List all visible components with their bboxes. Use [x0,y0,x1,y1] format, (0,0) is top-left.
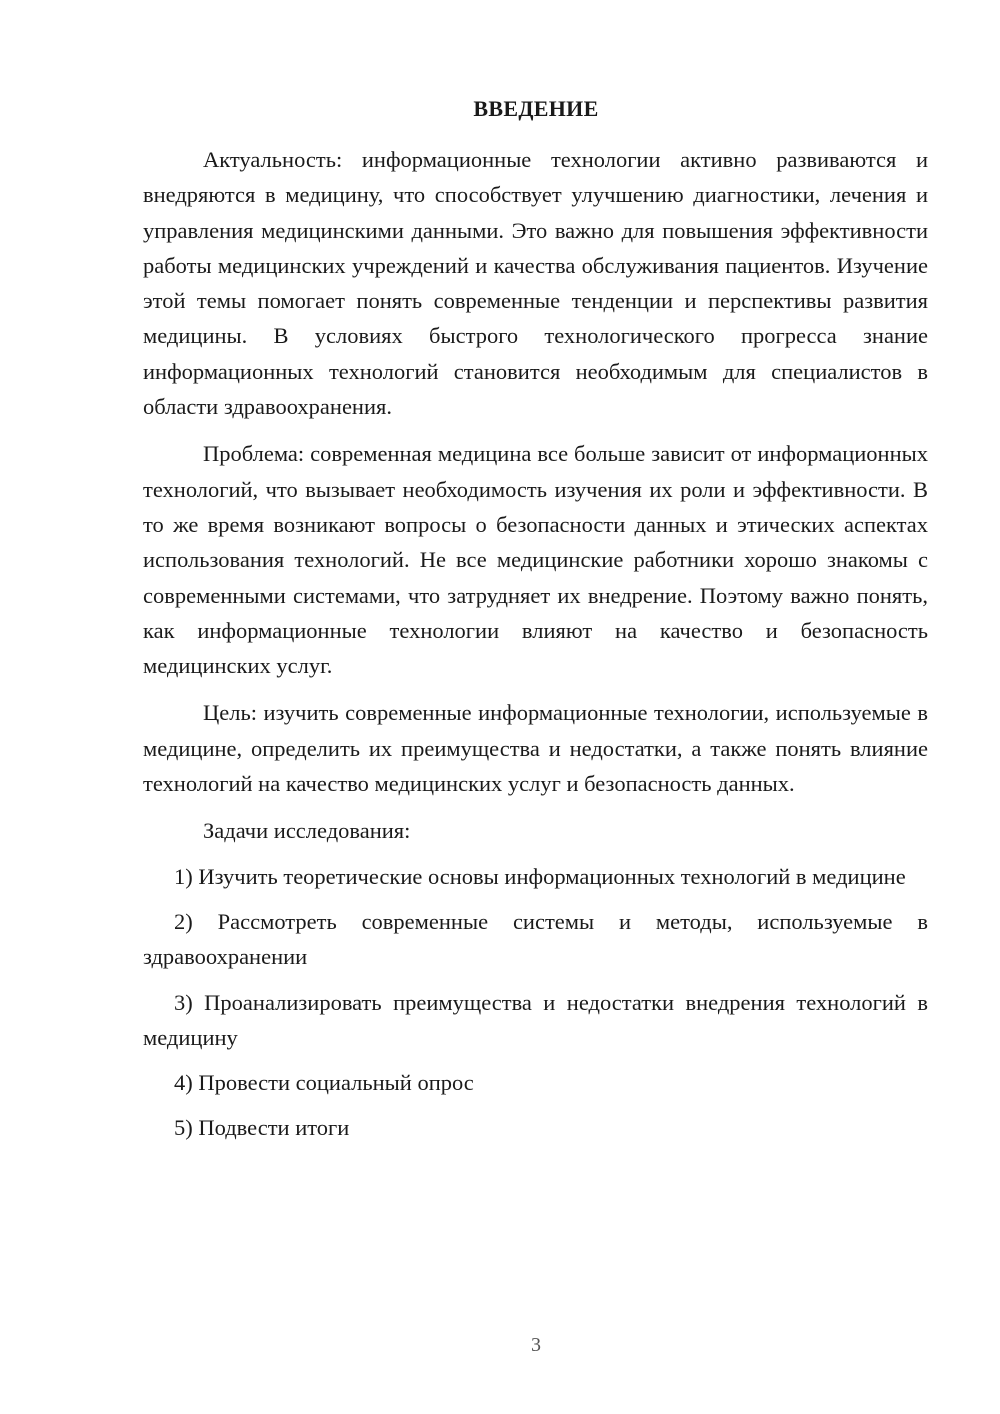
page-number: 3 [531,1334,541,1356]
document-body [143,142,928,1146]
paragraph-relevance: Актуальность: информационные технологии активно развиваются и внедряются в медицину, что способствует улучшению диагностики, лечения и управления медицинскими данными. Это важно для повышения эффективности работы медицинских учреждений и качества обслуживания пациентов. Изучение этой темы помогает понять современные тенденции и перспективы развития медицины. В условиях быстрого технологического прогресса знание информационных технологий становится необходимым для специалистов в области здравоохранения. [143,147,928,420]
task-item-3: 3) Проанализировать преимущества и недостатки внедрения технологий в медицину [143,989,928,1050]
task-item-1: 1) Изучить теоретические основы информационных технологий в медицине [174,863,906,889]
tasks-heading: Задачи исследования: [203,818,411,844]
task-item-2: 2) Рассмотреть современные системы и методы, используемые в здравоохранении [143,908,928,970]
task-item-5: 5) Подвести итоги [174,1115,350,1141]
paragraph-goal: Цель: изучить современные информационные технологии, используемые в медицине, определить их преимущества и недостатки, а также понять влияние технологий на качество медицинских услуг и безопасность данных. [143,700,928,797]
paragraph-problem: Проблема: современная медицина все больше зависит от информационных технологий, что вызывает необходимость изучения их роли и эффективности. В то же время возникают вопросы о безопасности данных и этических аспектах использования технологий. Не все медицинские работники хорошо знакомы с современными системами, что затрудняет их внедрение. Поэтому важно понять, как информационные технологии влияют на качество и безопасность медицинских услуг. [143,441,928,679]
page-title: ВВЕДЕНИЕ [473,96,599,121]
task-item-4: 4) Провести социальный опрос [174,1070,474,1096]
